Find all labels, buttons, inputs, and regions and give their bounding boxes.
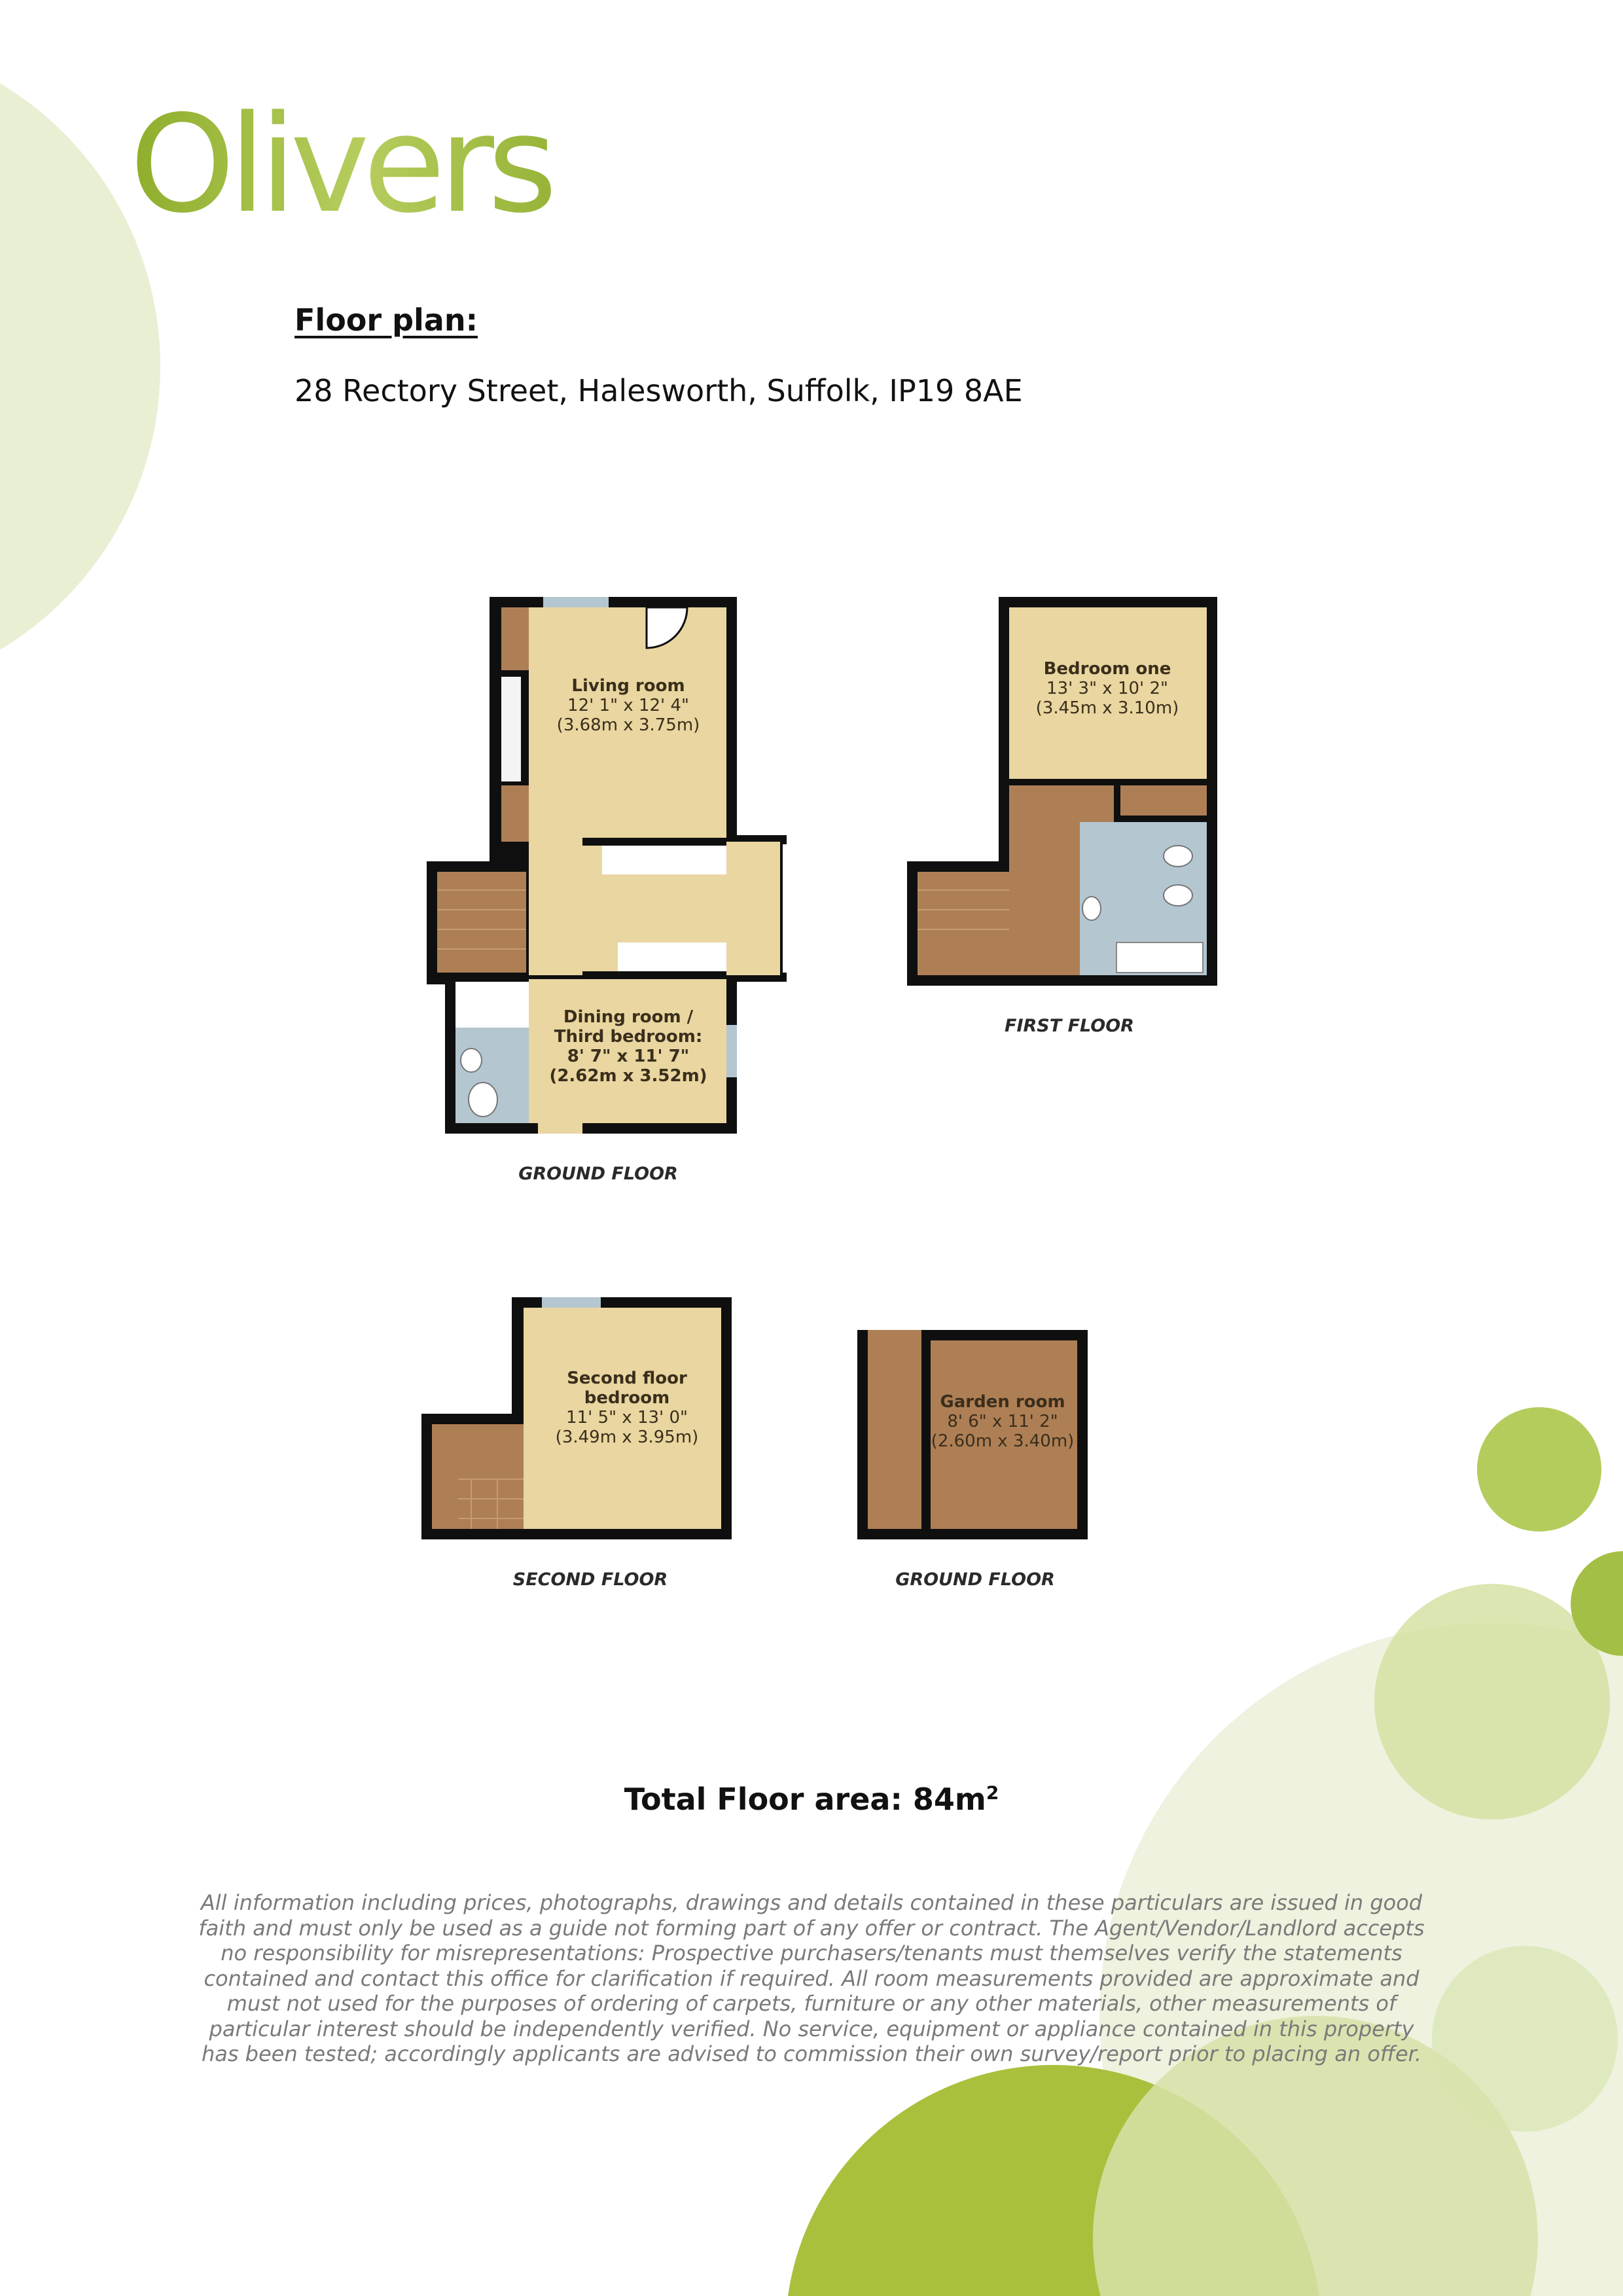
room-name: Second floor <box>567 1369 687 1388</box>
floor-label: GROUND FLOOR <box>895 1570 1055 1590</box>
room-name: Living room <box>571 676 685 696</box>
disclaimer-text: All information including prices, photographs, drawings and details contained in these particulars are issued in good faith and must only be used as a guide not forming part of any offer or contract. The Agent/Vendor/Landlord accepts no responsibility for misrepresentations: Prospective purchasers/tenants must themselves verify the statements contained and contact this office for clarification if required. All room measurements provided are approximate and must not used for the purposes of ordering of carpets, furniture or any other materials, other measurements of particular interest should be independently verified. No service, equipment or appliance contained in this property has been tested; accordingly applicants are advised to commission their own survey/report prior to placing an offer. <box>198 1890 1425 2066</box>
room-name: Bedroom one <box>1043 659 1171 679</box>
floor-label: GROUND FLOOR <box>518 1164 678 1184</box>
room-name: bedroom <box>584 1388 670 1408</box>
room-metric: (3.49m x 3.95m) <box>555 1427 699 1447</box>
room-dims: 8' 7" x 11' 7" <box>567 1047 690 1066</box>
room-name: Dining room / <box>563 1007 694 1027</box>
first-floor-plan <box>907 597 1217 986</box>
room-name: Third bedroom: <box>554 1027 703 1047</box>
room-name: Garden room <box>940 1392 1065 1412</box>
property-address: 28 Rectory Street, Halesworth, Suffolk, IP19 8AE <box>294 373 1023 408</box>
room-metric: (3.68m x 3.75m) <box>556 715 700 735</box>
room-metric: (2.62m x 3.52m) <box>549 1066 707 1086</box>
room-metric: (2.60m x 3.40m) <box>931 1431 1075 1451</box>
room-metric: (3.45m x 3.10m) <box>1035 698 1179 718</box>
floor-label: FIRST FLOOR <box>1005 1016 1134 1036</box>
total-floor-area <box>0 1782 1623 1817</box>
total-floor-area-superscript: 2 <box>986 1782 999 1804</box>
olivers-logo: Olivers <box>130 87 551 243</box>
room-dims: 13' 3" x 10' 2" <box>1046 679 1168 698</box>
page-heading: Floor plan: <box>294 302 478 338</box>
room-dims: 8' 6" x 11' 2" <box>947 1412 1058 1431</box>
room-dims: 12' 1" x 12' 4" <box>567 696 689 715</box>
total-floor-area-label: Total Floor area: 84m <box>624 1782 986 1817</box>
floor-label: SECOND FLOOR <box>512 1570 668 1590</box>
room-dims: 11' 5" x 13' 0" <box>566 1408 688 1427</box>
